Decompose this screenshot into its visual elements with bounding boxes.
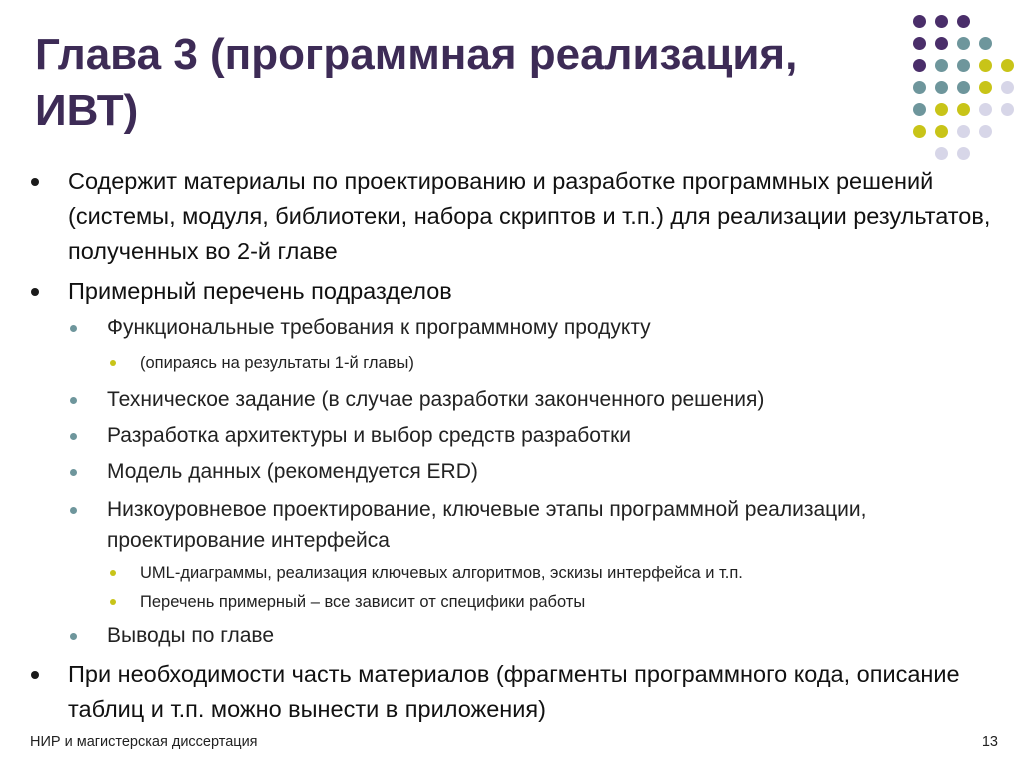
- dot: [979, 103, 992, 116]
- dot: [1001, 103, 1014, 116]
- page-number: 13: [981, 734, 998, 750]
- dot: [913, 15, 926, 28]
- dot: [957, 103, 970, 116]
- dot: [957, 81, 970, 94]
- bullet-level1: Содержит материалы по проектированию и разработке программных решений (системы, модуля, библиотеки, набора скриптов и т.п.) для реализации результатов, полученных во 2-й главе: [68, 164, 1008, 269]
- slide-title: Глава 3 (программная реализация, ИВТ): [35, 30, 798, 135]
- bullet-level1: При необходимости часть материалов (фрагменты программного кода, описание таблиц и т.п. можно вынести в приложения): [68, 657, 1008, 727]
- dot: [1001, 59, 1014, 72]
- dot: [957, 37, 970, 50]
- dot: [1001, 81, 1014, 94]
- dot: [979, 81, 992, 94]
- bullet-level2: Разработка архитектуры и выбор средств разработки: [107, 420, 987, 451]
- bullet-level3: (опираясь на результаты 1-й главы): [140, 352, 1000, 374]
- dot: [913, 103, 926, 116]
- dot: [935, 59, 948, 72]
- dot: [935, 81, 948, 94]
- bullet-level2: Модель данных (рекомендуется ERD): [107, 456, 987, 487]
- decorative-dot-grid: [903, 8, 1023, 158]
- bullet-level1: Примерный перечень подразделов: [68, 274, 1008, 309]
- dot: [935, 147, 948, 160]
- dot: [935, 125, 948, 138]
- dot: [935, 37, 948, 50]
- bullet-level3: Перечень примерный – все зависит от специфики работы: [140, 591, 1000, 613]
- dot: [979, 37, 992, 50]
- dot: [957, 125, 970, 138]
- bullet-level3: UML-диаграммы, реализация ключевых алгоритмов, эскизы интерфейса и т.п.: [140, 562, 1000, 584]
- dot: [957, 59, 970, 72]
- dot: [913, 59, 926, 72]
- dot: [935, 103, 948, 116]
- dot: [913, 125, 926, 138]
- dot: [979, 125, 992, 138]
- dot: [979, 59, 992, 72]
- bullet-level2: Техническое задание (в случае разработки законченного решения): [107, 384, 987, 415]
- dot: [957, 147, 970, 160]
- dot: [913, 81, 926, 94]
- bullet-level2: Функциональные требования к программному продукту: [107, 312, 987, 343]
- bullet-level2: Выводы по главе: [107, 620, 987, 651]
- dot: [913, 37, 926, 50]
- footer-text: НИР и магистерская диссертация: [30, 734, 258, 750]
- dot: [957, 15, 970, 28]
- dot: [935, 15, 948, 28]
- bullet-level2: Низкоуровневое проектирование, ключевые этапы программной реализации, проектирование интерфейса: [107, 494, 987, 556]
